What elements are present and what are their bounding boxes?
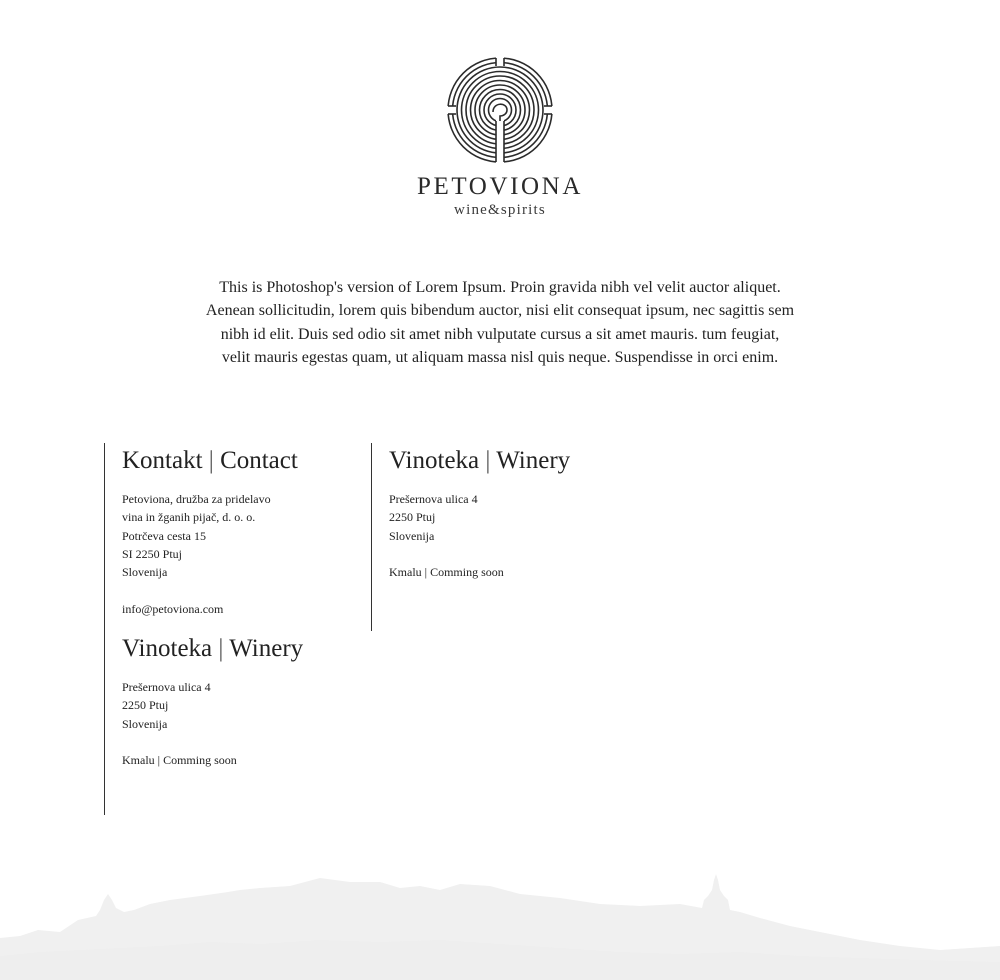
winery-section xyxy=(371,443,649,631)
winery-heading-left: Vinoteka xyxy=(122,635,213,662)
intro-text: This is Photoshop's version of Lorem Ipsum. Proin gravida nibh vel velit auctor aliquet. Aenean sollicitudin, lorem quis bibendum auctor, nisi elit consequat ipsum, nec sagittis sem nibh id elit. Duis sed odio sit amet nibh vulputate cursus a sit amet mauris. tum feugiat, velit mauris egestas quam, ut aliquam massa nisl quis neque. Suspendisse in orci enim. xyxy=(205,279,795,367)
winery-address xyxy=(389,490,649,581)
contact-heading-left: Kontakt xyxy=(122,447,203,474)
contact-heading-right: Contact xyxy=(220,447,298,474)
winery-heading-left: Vinoteka xyxy=(389,447,480,474)
city-skyline-silhouette xyxy=(0,860,1000,980)
labyrinth-logo-icon xyxy=(446,56,554,164)
brand-tagline: wine&spirits xyxy=(454,202,546,218)
heading-separator: | xyxy=(212,635,230,662)
winery-section-secondary xyxy=(104,631,370,815)
winery-heading xyxy=(389,446,649,476)
spacer xyxy=(122,581,370,599)
heading-separator: | xyxy=(479,447,497,474)
address-line: 2250 Ptuj xyxy=(389,510,436,525)
email-link[interactable]: info@petoviona.com xyxy=(122,601,224,616)
logo[interactable] xyxy=(0,56,1000,219)
winery-address xyxy=(122,678,370,769)
address-line: Prešernova ulica 4 xyxy=(389,492,478,506)
address-line: vina in žganih pijač, d. o. o. xyxy=(122,510,256,525)
address-line: Petoviona, družba za pridelavo xyxy=(122,492,271,506)
winery-status: Kmalu | Comming soon xyxy=(389,565,504,580)
brand-name: PETOVIONA xyxy=(417,173,583,200)
spacer xyxy=(122,733,370,751)
winery-heading xyxy=(122,634,370,664)
winery-heading-right: Winery xyxy=(229,635,304,662)
winery-status: Kmalu | Comming soon xyxy=(122,753,237,768)
contact-address xyxy=(122,490,370,618)
address-line: SI 2250 Ptuj xyxy=(122,546,183,561)
address-line: Slovenija xyxy=(122,716,168,731)
address-line: Potrčeva cesta 15 xyxy=(122,528,206,543)
address-line: 2250 Ptuj xyxy=(122,698,169,713)
contact-heading xyxy=(122,446,370,476)
contact-section xyxy=(104,443,370,631)
address-line: Slovenija xyxy=(122,565,168,580)
heading-separator: | xyxy=(202,447,221,474)
address-line: Prešernova ulica 4 xyxy=(122,680,211,694)
address-line: Slovenija xyxy=(389,528,435,543)
winery-heading-right: Winery xyxy=(496,447,571,474)
spacer xyxy=(389,545,649,563)
